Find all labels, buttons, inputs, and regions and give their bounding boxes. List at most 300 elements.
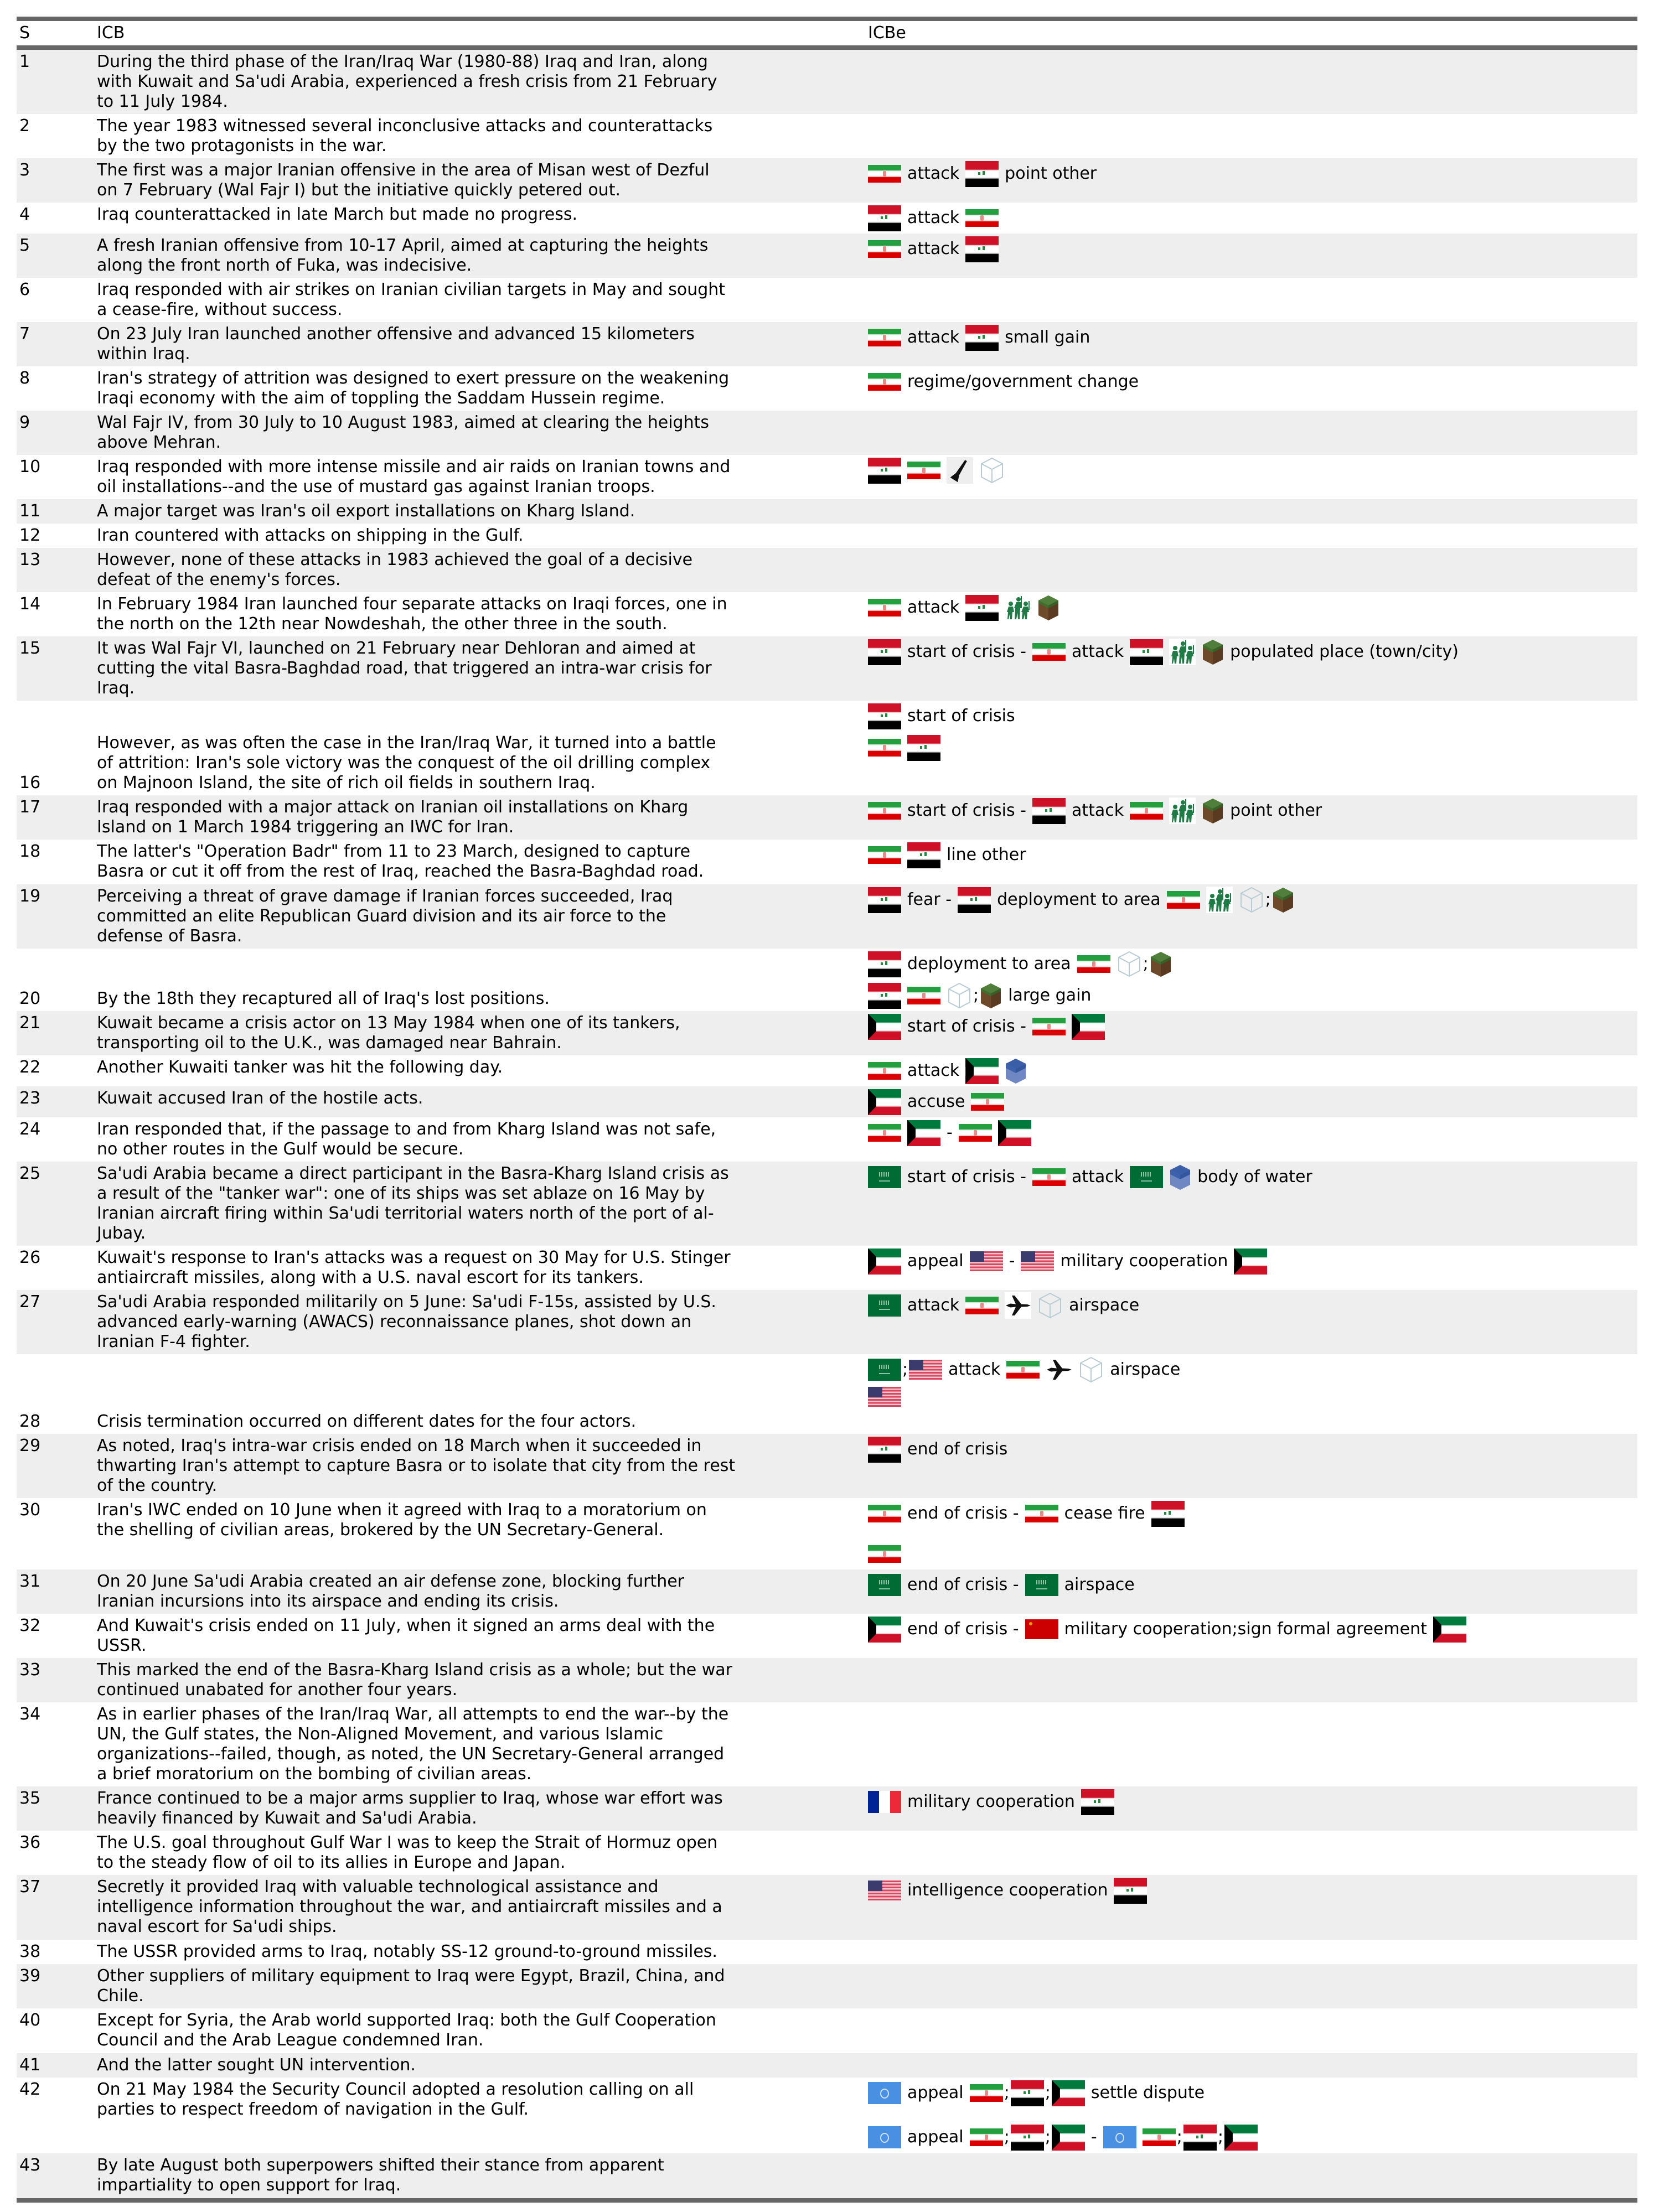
sentence-number: 6	[19, 280, 30, 299]
separator: ;	[1045, 2127, 1051, 2147]
table-body	[17, 50, 1637, 2203]
table-row	[17, 411, 1637, 455]
icbe-event	[868, 1013, 1635, 1040]
sentence-number: 40	[19, 2011, 41, 2030]
iraq-flag-icon	[907, 735, 940, 761]
icbe-events	[865, 1831, 1637, 1875]
iran-flag-icon	[1032, 643, 1066, 661]
icbe-events	[865, 114, 1637, 158]
iran-flag-icon	[868, 1124, 901, 1142]
icb-sentence: On 23 July Iran launched another offensive and advanced 15 kilometers within Iraq.	[94, 322, 865, 366]
iraq-flag-icon	[1081, 1789, 1114, 1815]
kuwait-flag-icon	[1224, 2125, 1258, 2151]
icb-sentence: However, none of these attacks in 1983 achieved the goal of a decisive defeat of the enemy's forces.	[94, 548, 865, 592]
icbe-event	[868, 1384, 1635, 1410]
icbe-event	[868, 1616, 1635, 1643]
icb-sentence: Kuwait accused Iran of the hostile acts.	[94, 1086, 865, 1117]
icbe-events	[865, 524, 1637, 548]
table-row	[17, 1940, 1637, 1964]
kuwait-flag-icon	[868, 1014, 901, 1040]
icbe-event	[868, 594, 1635, 621]
icb-sentence: The latter's "Operation Badr" from 11 to 23 March, designed to capture Basra or cut it off from the rest of Iraq, reached the Basra-Baghdad road.	[97, 842, 704, 881]
icbe-events	[865, 795, 1637, 840]
event-label: start of crisis -	[907, 642, 1026, 661]
icbe-event	[868, 887, 1635, 913]
kuwait-flag-icon	[1052, 2080, 1085, 2106]
table-row	[17, 949, 1637, 1011]
sentence-number: 35	[17, 1786, 94, 1831]
event-label: point other	[1005, 164, 1097, 183]
iraq-flag-icon	[958, 887, 991, 913]
iraq-flag-icon	[1183, 2125, 1217, 2151]
sentence-number: 4	[19, 205, 30, 224]
column-header-icbe: ICBe	[865, 17, 1637, 50]
us-flag-icon	[868, 1881, 901, 1900]
iran-flag-icon	[965, 1297, 999, 1314]
event-label: large gain	[1008, 986, 1092, 1005]
air-cube-icon	[1239, 887, 1264, 913]
event-label: start of crisis -	[907, 1167, 1026, 1187]
event-label: fear -	[907, 890, 952, 909]
sentence-number: 26	[19, 1248, 41, 1267]
table-row	[17, 1162, 1637, 1246]
ussr-flag-icon	[1025, 1619, 1058, 1639]
icb-sentence: And the latter sought UN intervention.	[94, 2053, 865, 2078]
iran-flag-icon	[1032, 1018, 1066, 1035]
iran-flag-icon	[907, 462, 940, 479]
separator: ;	[973, 986, 979, 1005]
iraq-flag-icon	[965, 236, 999, 262]
iraq-flag-icon	[868, 887, 901, 913]
icbe-event	[868, 2080, 1635, 2106]
kuwait-flag-icon	[907, 1120, 940, 1146]
event-label: start of crisis	[907, 706, 1015, 726]
event-label: airspace	[1069, 1296, 1140, 1315]
icbe-events	[865, 1011, 1637, 1055]
iran-flag-icon	[868, 165, 901, 183]
icb-sentence: Kuwait became a crisis actor on 13 May 1984 when one of its tankers, transporting oil to the U.K., was damaged near Bahrain.	[94, 1011, 865, 1055]
icbe-event	[868, 1164, 1635, 1190]
event-label: appeal	[907, 1251, 964, 1271]
un-flag-icon	[868, 2082, 901, 2104]
icbe-events	[865, 1290, 1637, 1354]
air-cube-icon	[1117, 951, 1142, 977]
table-header-row	[17, 17, 1637, 50]
table-row	[17, 114, 1637, 158]
icbe-events	[865, 1354, 1637, 1434]
icbe-events	[865, 366, 1637, 411]
event-label: attack	[907, 1296, 960, 1315]
event-label: attack	[907, 239, 960, 258]
iraq-flag-icon	[1151, 1501, 1185, 1527]
icbe-event	[868, 1356, 1635, 1383]
table-row	[17, 1964, 1637, 2008]
icb-sentence: Iran responded that, if the passage to and from Kharg Island was not safe, no other routes in the Gulf would be secure.	[97, 1120, 716, 1159]
icbe-events	[865, 2053, 1637, 2078]
iraq-flag-icon	[868, 951, 901, 977]
table-row	[17, 1055, 1637, 1086]
sentence-number: 25	[17, 1162, 94, 1246]
table-row	[17, 840, 1637, 884]
icbe-event	[868, 1436, 1635, 1463]
icbe-events	[865, 455, 1637, 499]
icbe-event	[868, 842, 1635, 868]
sentence-number: 7	[17, 322, 94, 366]
table-row	[17, 158, 1637, 203]
separator: ;	[1265, 890, 1271, 909]
soldiers-icon	[1169, 797, 1196, 824]
separator: ;	[1045, 2083, 1051, 2102]
event-label: attack	[1071, 642, 1124, 661]
iran-flag-icon	[970, 2128, 1003, 2146]
icbe-event	[868, 369, 1635, 395]
event-label: military cooperation;sign formal agreement	[1064, 1619, 1427, 1639]
icb-sentence: Iran's strategy of attrition was designed to exert pressure on the weakening Iraqi economy with the aim of toppling the Saddam Hussein regime.	[97, 369, 730, 408]
column-header-s: S	[17, 17, 94, 50]
kuwait-flag-icon	[868, 1617, 901, 1643]
sentence-number: 43	[17, 2153, 94, 2203]
table-row	[17, 2078, 1637, 2153]
iran-flag-icon	[1130, 802, 1163, 820]
icbe-events	[865, 322, 1637, 366]
sentence-number: 41	[17, 2053, 94, 2078]
icb-sentence: On 20 June Sa'udi Arabia created an air defense zone, blocking further Iranian incursions into its airspace and ending its crisis.	[94, 1569, 865, 1614]
icb-sentence: However, as was often the case in the Iran/Iraq War, it turned into a battle of attrition: Iran's sole victory was the conquest of the oil drilling complex on Majnoon Island, the site of rich oil fields in southern Iraq.	[97, 733, 716, 792]
icbe-event	[868, 205, 1635, 231]
icbe-events	[865, 701, 1637, 795]
table-row	[17, 1875, 1637, 1940]
icbe-event	[868, 1572, 1635, 1598]
icbe-events	[865, 884, 1637, 949]
icb-sentence: A major target was Iran's oil export installations on Kharg Island.	[94, 499, 865, 524]
icbe-event	[868, 236, 1635, 262]
event-label: accuse	[907, 1092, 965, 1111]
icbe-event	[868, 1058, 1635, 1084]
icbe-events	[865, 234, 1637, 278]
icbe-events	[865, 1940, 1637, 1964]
un-flag-icon	[1103, 2126, 1136, 2148]
icbe-event	[868, 457, 1635, 484]
icbe-events	[865, 1162, 1637, 1246]
icbe-events	[865, 1246, 1637, 1290]
us-flag-icon	[1021, 1251, 1054, 1271]
land-block-icon	[1150, 951, 1172, 977]
event-label: military cooperation	[1060, 1251, 1228, 1271]
us-flag-icon	[868, 1387, 901, 1407]
sentence-number: 33	[17, 1658, 94, 1702]
iran-flag-icon	[868, 240, 901, 258]
column-header-icb: ICB	[94, 17, 865, 50]
icb-sentence: Except for Syria, the Arab world supported Iraq: both the Gulf Cooperation Council and the Arab League condemned Iran.	[97, 2011, 716, 2050]
event-label: attack	[1071, 1167, 1124, 1187]
icb-sentence: On 21 May 1984 the Security Council adopted a resolution calling on all parties to respect freedom of navigation in the Gulf.	[97, 2080, 694, 2119]
land-block-icon	[1202, 639, 1224, 665]
sentence-number: 23	[17, 1086, 94, 1117]
icbe-events	[865, 840, 1637, 884]
table-row	[17, 1614, 1637, 1658]
event-label: body of water	[1197, 1167, 1312, 1187]
icbe-event	[868, 1877, 1635, 1904]
event-label: start of crisis -	[907, 1017, 1026, 1036]
iraq-flag-icon	[1011, 2125, 1044, 2151]
icbe-events	[865, 1434, 1637, 1498]
iraq-flag-icon	[868, 1437, 901, 1463]
icbe-events	[865, 203, 1637, 234]
iraq-flag-icon	[868, 703, 901, 729]
table-row	[17, 1831, 1637, 1875]
air-cube-icon	[1037, 1292, 1063, 1319]
water-block-icon	[1169, 1164, 1191, 1190]
iraq-flag-icon	[965, 595, 999, 621]
icbe-event	[868, 1541, 1635, 1567]
sentence-number: 29	[17, 1434, 94, 1498]
event-label: cease fire	[1064, 1504, 1145, 1523]
saudi-flag-icon	[1025, 1574, 1058, 1596]
icb-sentence: France continued to be a major arms supplier to Iraq, whose war effort was heavily financed by Kuwait and Sa'udi Arabia.	[94, 1786, 865, 1831]
event-label: end of crisis -	[907, 1619, 1019, 1639]
soldiers-icon	[1005, 594, 1031, 621]
table-row	[17, 1786, 1637, 1831]
icbe-event	[868, 703, 1635, 729]
table-row	[17, 701, 1637, 795]
icb-sentence: Iraq responded with air strikes on Iranian civilian targets in May and sought a cease-fire, without success.	[97, 280, 726, 319]
icb-sentence: The year 1983 witnessed several inconclusive attacks and counterattacks by the two protagonists in the war.	[97, 116, 713, 156]
iraq-flag-icon	[868, 205, 901, 231]
iran-flag-icon	[868, 802, 901, 820]
icb-sentence: It was Wal Fajr VI, launched on 21 February near Dehloran and aimed at cutting the vital Basra-Baghdad road, that triggered an intra-war crisis for Iraq.	[94, 636, 865, 701]
icbe-event	[868, 160, 1635, 187]
event-label: populated place (town/city)	[1230, 642, 1459, 661]
icb-sentence: Crisis termination occurred on different dates for the four actors.	[97, 1412, 637, 1431]
sentence-number: 30	[19, 1500, 41, 1520]
table-row	[17, 592, 1637, 636]
icbe-events	[865, 158, 1637, 203]
icbe-events	[865, 278, 1637, 322]
iraq-flag-icon	[868, 639, 901, 665]
icbe-events	[865, 636, 1637, 701]
air-cube-icon	[979, 457, 1005, 484]
sentence-number: 8	[19, 369, 30, 388]
icb-sentence: Iraq responded with a major attack on Iranian oil installations on Kharg Island on 1 March 1984 triggering an IWC for Iran.	[94, 795, 865, 840]
icbe-event	[868, 1120, 1635, 1146]
icb-sentence: And Kuwait's crisis ended on 11 July, when it signed an arms deal with the USSR.	[97, 1616, 715, 1655]
event-label: end of crisis -	[907, 1504, 1019, 1523]
icbe-events	[865, 1786, 1637, 1831]
table-row	[17, 636, 1637, 701]
france-flag-icon	[868, 1791, 901, 1813]
table-row	[17, 1658, 1637, 1702]
sentence-number: 10	[19, 457, 41, 476]
kuwait-flag-icon	[1072, 1014, 1105, 1040]
event-label: attack	[907, 1061, 960, 1080]
event-label: point other	[1230, 801, 1322, 820]
icbe-event	[868, 951, 1635, 977]
icb-sentence: This marked the end of the Basra-Kharg Island crisis as a whole; but the war continued unabated for another four years.	[94, 1658, 865, 1702]
sentence-number: 3	[17, 158, 94, 203]
water-block-icon	[1005, 1058, 1027, 1084]
sentence-number: 19	[17, 884, 94, 949]
table-row	[17, 1117, 1637, 1162]
icb-sentence: Iraq counterattacked in late March but made no progress.	[97, 205, 577, 224]
iraq-flag-icon	[868, 458, 901, 484]
icb-sentence: Iraq responded with more intense missile and air raids on Iranian towns and oil installations--and the use of mustard gas against Iranian troops.	[97, 457, 731, 496]
sentence-number: 42	[19, 2080, 41, 2099]
icbe-event	[868, 1500, 1635, 1527]
iran-flag-icon	[868, 329, 901, 346]
event-label: line other	[947, 845, 1026, 864]
un-flag-icon	[868, 2126, 901, 2148]
separator: ;	[1217, 2127, 1223, 2147]
iran-flag-icon	[965, 209, 999, 227]
icbe-events	[865, 50, 1637, 114]
table-row	[17, 1702, 1637, 1786]
iraq-flag-icon	[1032, 798, 1066, 824]
table-row	[17, 234, 1637, 278]
sentence-number: 5	[17, 234, 94, 278]
icbe-events	[865, 949, 1637, 1011]
icbe-events	[865, 1117, 1637, 1162]
sentence-number: 21	[17, 1011, 94, 1055]
icbe-events	[865, 1875, 1637, 1940]
saudi-flag-icon	[868, 1359, 901, 1381]
separator: ;	[1004, 2127, 1010, 2147]
sentence-number: 39	[17, 1964, 94, 2008]
iran-flag-icon	[868, 739, 901, 757]
iran-flag-icon	[1006, 1361, 1040, 1379]
kuwait-flag-icon	[1052, 2125, 1085, 2151]
icb-sentence: Iran countered with attacks on shipping in the Gulf.	[97, 526, 524, 545]
event-label: appeal	[907, 2127, 964, 2147]
icbe-event	[868, 982, 1635, 1009]
event-label: attack	[907, 164, 960, 183]
icb-sentence: The first was a major Iranian offensive in the area of Misan west of Dezful on 7 February (Wal Fajr I) but the initiative quickly petered out.	[94, 158, 865, 203]
icb-sentence: Wal Fajr IV, from 30 July to 10 August 1983, aimed at clearing the heights above Mehran.	[94, 411, 865, 455]
table-row	[17, 278, 1637, 322]
sentence-number: 31	[17, 1569, 94, 1614]
icbe-events	[865, 1086, 1637, 1117]
iran-flag-icon	[907, 987, 940, 1004]
icbe-events	[865, 411, 1637, 455]
event-label: attack	[907, 598, 960, 617]
table-row	[17, 795, 1637, 840]
event-label: airspace	[1110, 1360, 1181, 1379]
land-block-icon	[1272, 887, 1294, 913]
sentence-number: 12	[19, 526, 41, 545]
separator: ;	[1176, 2127, 1182, 2147]
event-label: military cooperation	[907, 1792, 1075, 1811]
iraq-flag-icon	[1130, 639, 1163, 665]
saudi-flag-icon	[1130, 1166, 1163, 1188]
icbe-events	[865, 1498, 1637, 1569]
icbe-events	[865, 1569, 1637, 1614]
sentence-number: 15	[17, 636, 94, 701]
icbe-event	[868, 797, 1635, 824]
icb-icbe-comparison-table	[17, 17, 1637, 2203]
table-row	[17, 1569, 1637, 1614]
kuwait-flag-icon	[998, 1120, 1031, 1146]
iraq-flag-icon	[1011, 2080, 1044, 2106]
sentence-number: 9	[17, 411, 94, 455]
event-label: end of crisis -	[907, 1575, 1019, 1594]
icb-sentence: The U.S. goal throughout Gulf War I was to keep the Strait of Hormuz open to the steady flow of oil to its allies in Europe and Japan.	[97, 1833, 718, 1872]
icbe-events	[865, 548, 1637, 592]
table-row	[17, 1011, 1637, 1055]
event-label: small gain	[1005, 328, 1090, 347]
iran-flag-icon	[868, 373, 901, 391]
table-row	[17, 524, 1637, 548]
iran-flag-icon	[868, 1062, 901, 1080]
iran-flag-icon	[1143, 2128, 1176, 2146]
icbe-events	[865, 592, 1637, 636]
table-row	[17, 499, 1637, 524]
iran-flag-icon	[868, 599, 901, 617]
iraq-flag-icon	[868, 983, 901, 1009]
land-block-icon	[1202, 797, 1224, 824]
iran-flag-icon	[868, 846, 901, 864]
icbe-event	[868, 734, 1635, 761]
icb-sentence: Sa'udi Arabia became a direct participant in the Basra-Kharg Island crisis as a result of the "tanker war": one of its ships was set ablaze on 16 May by Iranian aircraft firing within Sa'udi territorial waters north of the port of al- Jubay.	[94, 1162, 865, 1246]
kuwait-flag-icon	[868, 1089, 901, 1115]
separator: ;	[902, 1360, 908, 1379]
table-row	[17, 1246, 1637, 1290]
saudi-flag-icon	[868, 1166, 901, 1188]
sentence-number: 11	[17, 499, 94, 524]
event-label: -	[1009, 1251, 1015, 1271]
icb-sentence: During the third phase of the Iran/Iraq War (1980-88) Iraq and Iran, along with Kuwait and Sa'udi Arabia, experienced a fresh crisis from 21 February to 11 July 1984.	[94, 50, 865, 114]
event-label: attack	[907, 208, 960, 227]
iraq-flag-icon	[965, 161, 999, 187]
icb-sentence: Iran's IWC ended on 10 June when it agreed with Iraq to a moratorium on the shelling of civilian areas, brokered by the UN Secretary-General.	[97, 1500, 707, 1540]
icbe-event	[868, 2124, 1635, 2151]
icb-sentence: Perceiving a threat of grave damage if Iranian forces succeeded, Iraq committed an elite Republican Guard division and its air force to the defense of Basra.	[94, 884, 865, 949]
event-label: -	[947, 1123, 953, 1142]
icb-sentence: As noted, Iraq's intra-war crisis ended on 18 March when it succeeded in thwarting Iran's attempt to capture Basra or to isolate that city from the rest of the country.	[94, 1434, 865, 1498]
sentence-number: 28	[19, 1412, 41, 1431]
land-block-icon	[1037, 594, 1059, 621]
event-label: deployment to area	[997, 890, 1161, 909]
soldiers-icon	[1169, 639, 1196, 665]
sentence-number: 38	[19, 1942, 41, 1961]
icb-sentence: By the 18th they recaptured all of Iraq's lost positions.	[97, 989, 550, 1008]
icbe-events	[865, 1702, 1637, 1786]
fighter-jet-icon	[1046, 1356, 1072, 1383]
us-flag-icon	[909, 1360, 942, 1380]
kuwait-flag-icon	[1234, 1249, 1267, 1275]
icb-sentence: The USSR provided arms to Iraq, notably SS-12 ground-to-ground missiles.	[97, 1942, 717, 1961]
table-row	[17, 455, 1637, 499]
sentence-number: 32	[19, 1616, 41, 1635]
kuwait-flag-icon	[965, 1058, 999, 1084]
sentence-number: 18	[19, 842, 41, 861]
sentence-number: 37	[17, 1875, 94, 1940]
saudi-flag-icon	[868, 1294, 901, 1317]
separator: ;	[1004, 2083, 1010, 2102]
icb-sentence: Sa'udi Arabia responded militarily on 5 June: Sa'udi F-15s, assisted by U.S. advanced early-warning (AWACS) reconnaissance planes, shot down an Iranian F-4 fighter.	[94, 1290, 865, 1354]
icb-sentence: As in earlier phases of the Iran/Iraq War, all attempts to end the war--by the UN, the Gulf states, the Non-Aligned Movement, and various Islamic organizations--failed, though, as noted, the UN Secretary-General arranged a brief moratorium on the bombing of civilian areas.	[97, 1705, 729, 1784]
sentence-number: 20	[19, 989, 41, 1008]
icbe-events	[865, 1964, 1637, 2008]
icbe-event	[868, 1248, 1635, 1275]
table-row	[17, 1434, 1637, 1498]
iran-flag-icon	[1032, 1168, 1066, 1186]
iran-flag-icon	[1025, 1505, 1058, 1522]
table-row	[17, 1354, 1637, 1434]
soldiers-icon	[1206, 887, 1233, 913]
iran-flag-icon	[970, 2084, 1003, 2102]
icbe-events	[865, 1055, 1637, 1086]
table-row	[17, 2053, 1637, 2078]
iran-flag-icon	[868, 1545, 901, 1563]
